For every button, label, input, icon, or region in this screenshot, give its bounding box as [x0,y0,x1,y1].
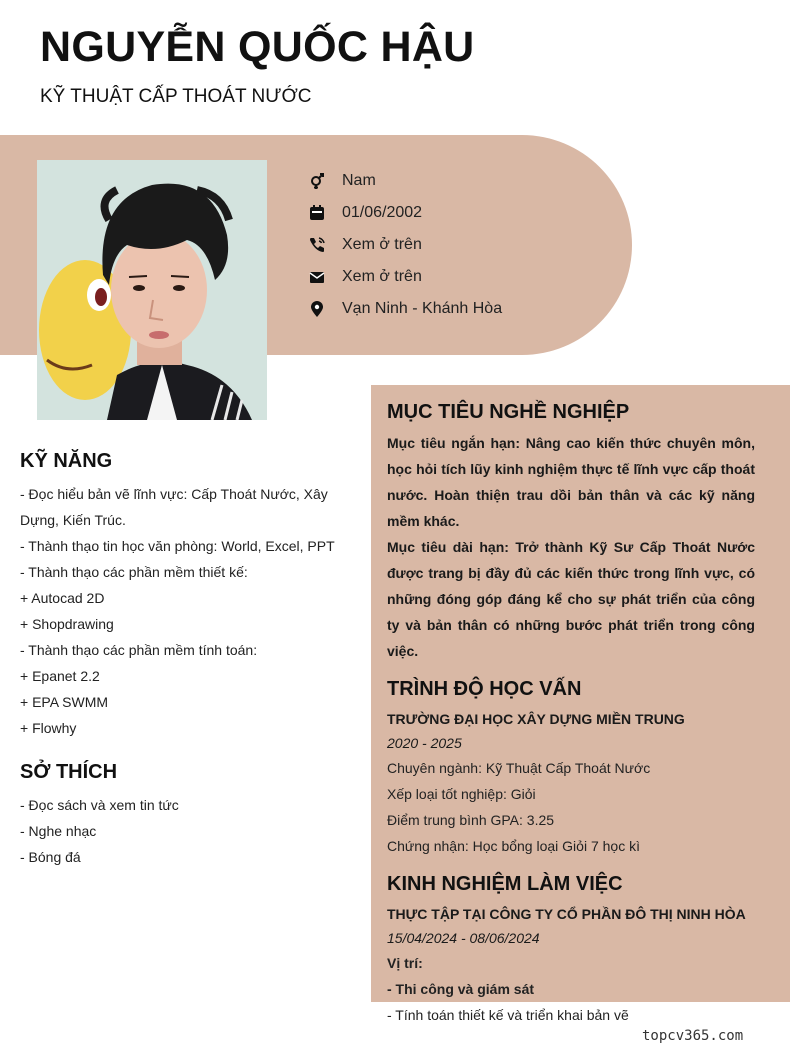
phone-icon [308,236,326,254]
objective-long-term: Mục tiêu dài hạn: Trở thành Kỹ Sư Cấp Thoát Nước được trang bị đầy đủ các kiến thức trong lĩnh vực, có những đóng góp đáng kể cho sự phát triển của công ty và bản thân có những bước phát triển trong công việc. [387,539,755,659]
education-school: TRƯỜNG ĐẠI HỌC XÂY DỰNG MIỀN TRUNG [387,711,685,727]
gender-icon [308,172,326,190]
experience-title: KINH NGHIỆM LÀM VIỆC [387,873,623,895]
experience-position-label: Vị trí: [387,955,423,971]
email-icon [308,268,326,286]
contact-birthday-value: 01/06/2002 [342,204,423,221]
experience-company: THỰC TẬP TẠI CÔNG TY CỔ PHẦN ĐÔ THỊ NINH HÒA [387,906,746,922]
hobbies-title: SỞ THÍCH [20,761,118,783]
education-period: 2020 - 2025 [387,735,462,751]
left-column [20,450,350,870]
calendar-icon [308,204,326,222]
skill-item: + Flowhy [20,720,77,736]
candidate-name: NGUYỄN QUỐC HẬU [40,23,475,71]
skill-item: + EPA SWMM [20,694,109,710]
skill-item: + Autocad 2D [20,590,105,606]
objective-section [387,430,755,664]
hobby-item: - Nghe nhạc [20,823,97,839]
contact-email [308,261,502,293]
contact-phone-value: Xem ở trên [342,236,422,253]
skill-item: - Thành thạo các phần mềm thiết kế: [20,564,248,580]
education-line: Chứng nhận: Học bổng loại Giỏi 7 học kì [387,838,640,854]
hobby-item: - Đọc sách và xem tin tức [20,797,179,813]
education-line: Chuyên ngành: Kỹ Thuật Cấp Thoát Nước [387,760,651,776]
location-icon [308,300,326,318]
contact-birthday [308,197,502,229]
skill-item: - Đọc hiểu bản vẽ lĩnh vực: Cấp Thoát Nước, Xây Dựng, Kiến Trúc. [20,486,328,528]
skill-item: + Shopdrawing [20,616,114,632]
skills-list [20,481,350,741]
contact-info [308,165,502,325]
contact-address [308,293,502,325]
contact-email-value: Xem ở trên [342,268,422,285]
experience-duty: - Thi công và giám sát [387,981,535,997]
candidate-role: KỸ THUẬT CẤP THOÁT NƯỚC [40,86,312,107]
education-line: Xếp loại tốt nghiệp: Giỏi [387,786,536,802]
education-title: TRÌNH ĐỘ HỌC VẤN [387,678,582,700]
contact-gender-value: Nam [342,172,376,189]
objective-title: MỤC TIÊU NGHỀ NGHIỆP [387,401,630,423]
profile-photo [37,160,267,420]
experience-duty: - Tính toán thiết kế và triển khai bản vẽ [387,1007,629,1023]
experience-period: 15/04/2024 - 08/06/2024 [387,930,540,946]
hobby-item: - Bóng đá [20,849,81,865]
objective-short-term: Mục tiêu ngắn hạn: Nâng cao kiến thức chuyên môn, học hỏi tích lũy kinh nghiệm thực tế lĩnh vực cấp thoát nước. Hoàn thiện trau dồi bản thân và các kỹ năng mềm khác. [387,435,755,529]
skills-title: KỸ NĂNG [20,450,113,472]
contact-phone [308,229,502,261]
right-panel [371,385,790,1023]
footer-watermark: topcv365.com [642,1028,744,1044]
skill-item: + Epanet 2.2 [20,668,100,684]
education-line: Điểm trung bình GPA: 3.25 [387,812,555,828]
skill-item: - Thành thạo tin học văn phòng: World, Excel, PPT [20,538,335,554]
hobbies-list [20,792,350,870]
contact-address-value: Vạn Ninh - Khánh Hòa [342,300,503,317]
contact-gender [308,165,502,197]
skill-item: - Thành thạo các phần mềm tính toán: [20,642,258,658]
